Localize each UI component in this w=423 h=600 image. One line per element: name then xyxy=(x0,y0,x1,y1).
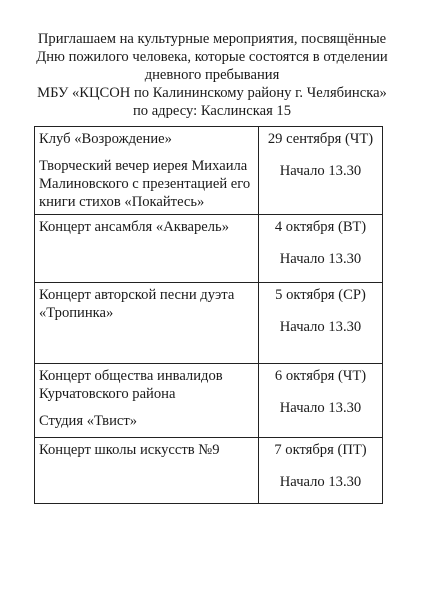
event-cell xyxy=(35,127,259,215)
event-title: Концерт авторской песни дуэта «Тропинка» xyxy=(39,287,235,321)
events-table xyxy=(34,126,383,504)
event-start-time: Начало 13.30 xyxy=(279,319,362,335)
table-row xyxy=(35,215,383,283)
event-cell xyxy=(35,438,259,504)
date-cell xyxy=(259,438,383,504)
event-cell xyxy=(35,283,259,364)
table-row xyxy=(35,438,383,504)
date-cell xyxy=(259,127,383,215)
heading-line: Дню пожилого человека, которые состоятся в отделении xyxy=(36,49,388,65)
date-cell xyxy=(259,364,383,438)
event-cell xyxy=(35,215,259,283)
event-date: 4 октября (ВТ) xyxy=(274,219,367,235)
event-date: 29 сентября (ЧТ) xyxy=(267,131,374,147)
date-cell xyxy=(259,283,383,364)
address-line: по адресу: Каслинская 15 xyxy=(132,103,292,119)
event-date: 5 октября (СР) xyxy=(275,287,366,303)
event-details: Студия «Твист» xyxy=(39,413,138,429)
table-row xyxy=(35,364,383,438)
heading-line: Приглашаем на культурные мероприятия, посвящённые xyxy=(37,31,387,47)
event-title: Концерт школы искусств №9 xyxy=(39,442,220,458)
event-title: Концерт общества инвалидов Курчатовского района xyxy=(39,368,223,402)
event-start-time: Начало 13.30 xyxy=(279,400,362,416)
table-row xyxy=(35,283,383,364)
heading-line: дневного пребывания xyxy=(144,67,280,83)
table-row xyxy=(35,127,383,215)
event-cell xyxy=(35,364,259,438)
event-title: Клуб «Возрождение» xyxy=(39,131,172,147)
event-start-time: Начало 13.30 xyxy=(279,251,362,267)
event-date: 6 октября (ЧТ) xyxy=(274,368,367,384)
event-date: 7 октября (ПТ) xyxy=(274,442,367,458)
invitation-heading xyxy=(20,30,404,120)
event-details: Творческий вечер иерея Михаила Малиновского с презентацией его книги стихов «Покайтесь» xyxy=(39,158,251,210)
date-cell xyxy=(259,215,383,283)
organization-name: МБУ «КЦСОН по Калининскому району г. Челябинска» xyxy=(37,85,387,101)
event-title: Концерт ансамбля «Акварель» xyxy=(39,219,230,235)
event-start-time: Начало 13.30 xyxy=(279,474,362,490)
event-start-time: Начало 13.30 xyxy=(279,163,362,179)
